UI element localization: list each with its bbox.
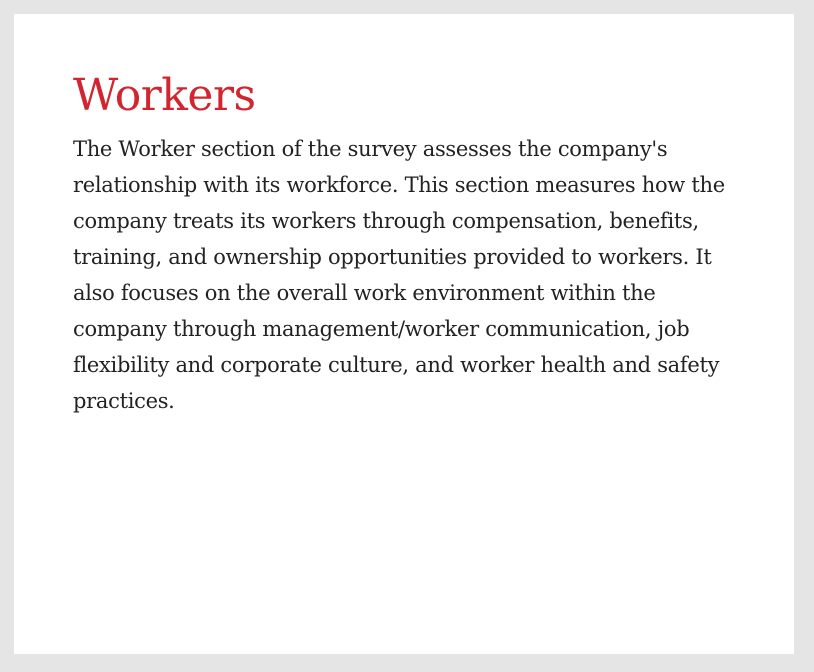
workers-info-card <box>14 14 794 654</box>
section-description: The Worker section of the survey assesses the company's relationship with its workforce. This section measures how the company treats its workers through compensation, benefits, training, and ownership opportunities provided to workers. It also focuses on the overall work environment within the company through management/worker communication, job flexibility and corporate culture, and worker health and safety practices. <box>73 137 725 413</box>
section-title: Workers <box>73 70 256 121</box>
